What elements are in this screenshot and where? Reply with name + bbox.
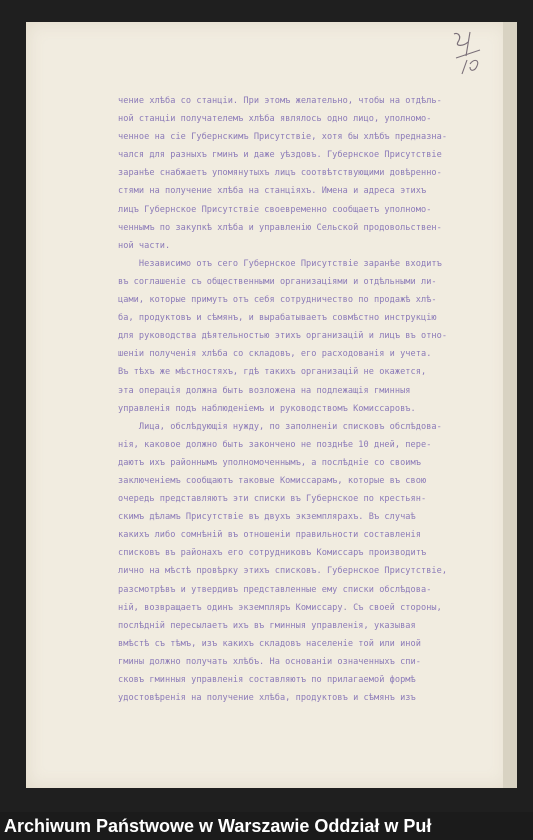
text-line: Въ тѣхъ же мѣстностяхъ, гдѣ такихъ организацiй не окажется, (118, 367, 427, 378)
text-line: нiя, каковое должно быть закончено не позднѣе 10 дней, пере- (118, 439, 432, 450)
text-line: шенiи полученiя хлѣба со складовъ, его расходованiя и учета. (118, 349, 432, 360)
text-line: списковъ въ районахъ его сотрудниковъ Комиссаръ производитъ (118, 548, 427, 559)
text-line: вмѣстѣ съ тѣмъ, изъ какихъ складовъ населенiе той или иной (118, 638, 421, 649)
text-line: гмины должно получать хлѣбъ. На основанiи означенныхъ спи- (118, 656, 421, 667)
archive-pencil-mark (448, 30, 484, 76)
text-line: разсмотрѣвъ и утвердивъ представленные ему списки обслѣдова- (118, 584, 432, 595)
archive-footer-banner: Archiwum Państwowe w Warszawie Oddział w Puł (0, 812, 533, 840)
text-line: чался для разныхъ гминъ и даже уѣздовъ. Губернское Присутствiе (118, 150, 442, 161)
document-body (118, 92, 490, 707)
text-line: нiй, возвращаетъ одинъ экземпляръ Комиссару. Съ своей стороны, (118, 602, 442, 613)
text-line: лицъ Губернское Присутствiе своевременно сообщаетъ уполномо- (118, 204, 432, 215)
text-line: ба, продуктовъ и сѣмянъ, и вырабатываетъ совмѣстно инструкцiю (118, 313, 437, 324)
text-line: очередь представляютъ эти списки въ Губернское по крестьян- (118, 494, 427, 505)
text-line: стями на получение хлѣба на станцiяхъ. Имена и адреса этихъ (118, 186, 427, 197)
text-line: лично на мѣстѣ провѣрку этихъ списковъ. Губернское Присутствiе, (118, 566, 448, 577)
text-line: сковъ гминныя управленiя составляютъ по прилагаемой формѣ (118, 675, 416, 685)
text-line: чение хлѣба со станцiи. При этомъ желательно, чтобы на отдѣль- (118, 96, 442, 106)
text-line: ной части. (118, 240, 171, 251)
text-line: ченное на сiе Губернскимъ Присутствiе, хотя бы хлѣбъ предназна- (118, 132, 448, 143)
text-line: какихъ либо сомнѣнiй въ отношенiи правильности составленiя (118, 530, 421, 541)
text-line: скимъ дѣламъ Присутствiе въ двухъ экземплярахъ. Въ случаѣ (118, 512, 416, 523)
text-line: эта операцiя должна быть возложена на подлежащiя гминныя (118, 385, 411, 396)
text-line: удостовѣренiя на получение хлѣба, продуктовъ и сѣмянъ изъ (118, 693, 416, 704)
text-line: въ соглашенiе съ общественными организацiями и отдѣльными ли- (118, 276, 437, 287)
text-line: ченнымъ по закупкѣ хлѣба и управленiю Сельской продовольствен- (118, 222, 442, 233)
page-edge (503, 22, 517, 788)
text-line: для руководства дѣятельностью этихъ организацiй и лицъ въ отно- (118, 331, 448, 342)
text-line: ной станцiи получателемъ хлѣба являлось одно лицо, уполномо- (118, 114, 432, 125)
text-line: Независимо отъ сего Губернское Присутствiе заранѣе входитъ (118, 258, 442, 269)
text-line: управленiя подъ наблюденiемъ и руководствомъ Комиссаровъ. (118, 403, 416, 414)
text-line: заключенiемъ сообщаютъ таковые Комиссарамъ, которые въ свою (118, 475, 427, 486)
text-line: Лица, обслѣдующiя нужду, по заполненiи списковъ обслѣдова- (118, 421, 442, 432)
text-line: заранѣе снабжаетъ упомянутыхъ лицъ соотвѣтствующими довѣренно- (118, 168, 442, 179)
text-line: послѣднiй пересылаетъ ихъ въ гминныя управленiя, указывая (118, 620, 416, 631)
text-line: цами, которые примутъ отъ себя сотрудничество по продажѣ хлѣ- (118, 295, 437, 306)
text-line: даютъ ихъ районнымъ уполномоченнымъ, а послѣднiе со своимъ (118, 457, 421, 468)
